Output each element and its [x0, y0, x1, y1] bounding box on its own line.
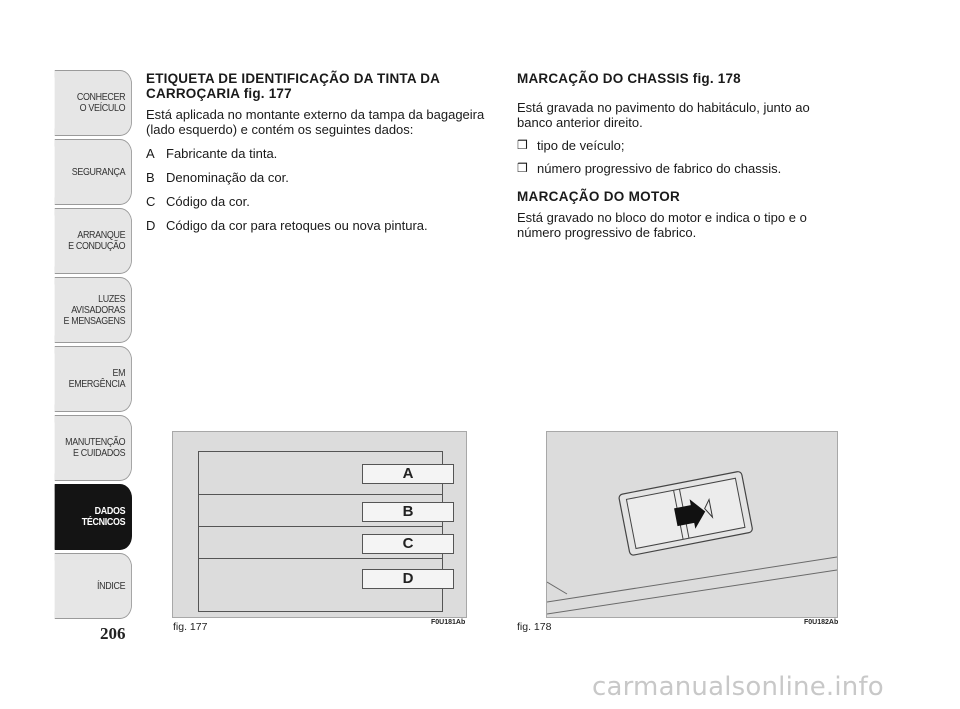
- tab-manutencao[interactable]: MANUTENÇÃO E CUIDADOS: [55, 415, 132, 481]
- section-intro: Está gravada no pavimento do habitáculo, junto ao banco anterior direito.: [517, 100, 810, 130]
- tab-seguranca[interactable]: SEGURANÇA: [55, 139, 132, 205]
- list-item: [146, 170, 496, 185]
- divider: [199, 494, 442, 495]
- item-letter: A: [146, 146, 155, 161]
- label-box-b: B: [362, 502, 454, 522]
- heading-fig-ref: fig. 178: [692, 71, 741, 86]
- item-text: Fabricante da tinta.: [166, 146, 278, 161]
- figure-178-code: F0U182Ab: [804, 619, 839, 626]
- section-heading: [517, 71, 837, 86]
- tab-luzes-avisadoras[interactable]: LUZES AVISADORAS E MENSAGENS: [55, 277, 132, 343]
- checkbox-bullet-icon: ❒: [517, 161, 528, 175]
- heading-text: ETIQUETA DE IDENTIFICAÇÃO DA TINTA DA CARROÇARIA: [146, 71, 440, 101]
- paint-label-section: [146, 71, 496, 233]
- figure-177: [172, 431, 467, 618]
- tab-indice[interactable]: ÍNDICE: [55, 553, 132, 619]
- section-heading: [146, 71, 496, 101]
- item-text: Código da cor.: [166, 194, 250, 209]
- figure-178-caption: fig. 178: [517, 621, 552, 633]
- divider: [199, 558, 442, 559]
- page-number: 206: [100, 624, 126, 643]
- list-item: [146, 194, 496, 209]
- tab-arranque-e-conducao[interactable]: ARRANQUE E CONDUÇÃO: [55, 208, 132, 274]
- list-item: [146, 146, 496, 161]
- paint-label-illustration: [198, 451, 443, 612]
- chassis-marking-illustration: [547, 432, 837, 617]
- item-text: tipo de veículo;: [537, 138, 625, 153]
- list-item: [517, 161, 837, 176]
- list-item: [517, 138, 837, 153]
- tab-conhecer-o-veiculo[interactable]: CONHECER O VEÍCULO: [55, 70, 132, 136]
- divider: [199, 526, 442, 527]
- watermark: carmanualsonline.info: [592, 672, 884, 702]
- item-text: Código da cor para retoques ou nova pintura.: [166, 218, 428, 233]
- section-intro: Está aplicada no montante externo da tampa da bagageira (lado esquerdo) e contém os seguintes dados:: [146, 107, 485, 137]
- heading-fig-ref: fig. 177: [243, 86, 292, 101]
- item-text: número progressivo de fabrico do chassis.: [537, 161, 782, 176]
- item-text: Denominação da cor.: [166, 170, 289, 185]
- chassis-engine-section: [517, 71, 837, 240]
- label-box-c: C: [362, 534, 454, 554]
- item-letter: D: [146, 218, 156, 233]
- figure-177-code: F0U181Ab: [431, 619, 466, 626]
- list-item: [146, 218, 496, 233]
- item-letter: B: [146, 170, 155, 185]
- heading-text: MARCAÇÃO DO CHASSIS: [517, 71, 689, 86]
- checkbox-bullet-icon: ❒: [517, 138, 528, 152]
- figure-178: [546, 431, 838, 618]
- item-letter: C: [146, 194, 156, 209]
- engine-heading: MARCAÇÃO DO MOTOR: [517, 189, 681, 204]
- tab-dados-tecnicos[interactable]: DADOS TÉCNICOS: [55, 484, 132, 550]
- label-box-a: A: [362, 464, 454, 484]
- engine-text: Está gravado no bloco do motor e indica o tipo e o número progressivo de fabrico.: [517, 210, 807, 240]
- figure-177-caption: fig. 177: [173, 621, 208, 633]
- tab-em-emergencia[interactable]: EM EMERGÊNCIA: [55, 346, 132, 412]
- label-box-d: D: [362, 569, 454, 589]
